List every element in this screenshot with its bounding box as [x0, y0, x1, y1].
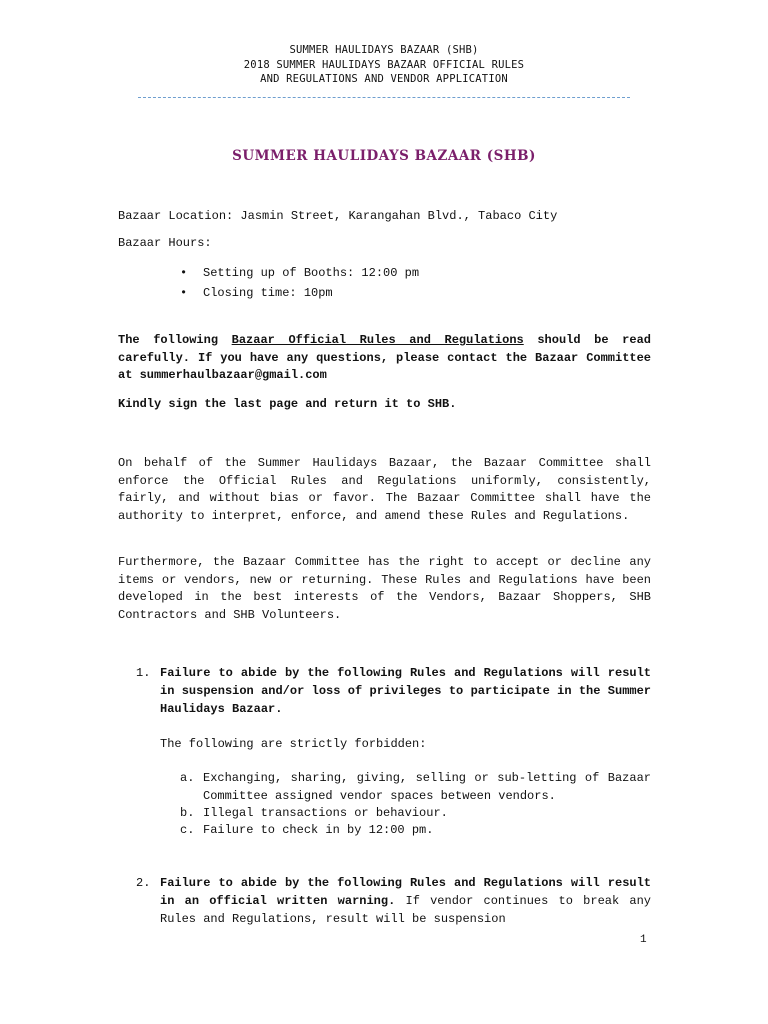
rule-2-text	[160, 875, 651, 928]
paragraph-rights: Furthermore, the Bazaar Committee has the right to accept or decline any items or vendors, new or returning. These Rules and Regulations have been developed in the best interests of the Vendors, Bazaar Shoppers, SHB Contractors and SHB Volunteers.	[118, 555, 651, 622]
page-number: 1	[640, 934, 647, 946]
hours-item-closing	[184, 285, 333, 302]
forbidden-item-c-label: c.	[180, 823, 195, 837]
forbidden-item-b-text: Illegal transactions or behaviour.	[203, 806, 448, 820]
hours-item-setup-text: Setting up of Booths: 12:00 pm	[203, 266, 420, 280]
notice-pre: The following	[118, 333, 232, 347]
rule-1-text: Failure to abide by the following Rules and Regulations will result in suspension and/or loss of privileges to participate in the Summer Haulidays Bazaar.	[160, 666, 651, 716]
rule-1-number: 1.	[136, 666, 151, 680]
forbidden-item-c-text: Failure to check in by 12:00 pm.	[203, 823, 434, 837]
document-title: SUMMER HAULIDAYS BAZAAR (SHB)	[232, 148, 536, 164]
rule-2-bold: Failure to abide by the following Rules and Regulations will result in an official written warning.	[160, 876, 651, 908]
header-line-1: SUMMER HAULIDAYS BAZAAR (SHB)	[289, 44, 479, 56]
notice-post: should be read carefully. If you have any questions, please contact the Bazaar Committee at summerhaulbazaar@gmail.com	[118, 333, 651, 383]
header-line-3: AND REGULATIONS AND VENDOR APPLICATION	[260, 73, 508, 85]
paragraph-enforcement: On behalf of the Summer Haulidays Bazaar, the Bazaar Committee shall enforce the Official Rules and Regulations uniformly, consistently, fairly, and without bias or favor. The Bazaar Committee shall have the authority to interpret, enforce, and amend these Rules and Regulations.	[118, 456, 651, 523]
forbidden-item-b	[180, 805, 651, 823]
forbidden-item-c	[180, 822, 651, 840]
rule-2-number: 2.	[136, 876, 151, 890]
forbidden-item-a-label: a.	[180, 771, 195, 785]
rule-1	[128, 665, 651, 718]
bazaar-hours-label: Bazaar Hours:	[118, 236, 212, 250]
hours-item-setup	[184, 265, 419, 282]
forbidden-item-a-text: Exchanging, sharing, giving, selling or sub-letting of Bazaar Committee assigned vendor spaces between vendors.	[203, 771, 651, 803]
forbidden-item-b-label: b.	[180, 806, 195, 820]
header-divider	[138, 97, 630, 98]
hours-item-closing-text: Closing time: 10pm	[203, 286, 333, 300]
rules-notice	[118, 332, 651, 385]
rule-2-rest: If vendor continues to break any Rules and Regulations, result will be suspension	[160, 893, 651, 926]
bazaar-location: Bazaar Location: Jasmin Street, Karangahan Blvd., Tabaco City	[118, 209, 558, 223]
sign-note: Kindly sign the last page and return it to SHB.	[118, 397, 457, 411]
header-line-2: 2018 SUMMER HAULIDAYS BAZAAR OFFICIAL RULES	[243, 59, 525, 71]
rule-2	[128, 875, 651, 928]
rules-link-text: Bazaar Official Rules and Regulations	[231, 333, 524, 347]
forbidden-intro: The following are strictly forbidden:	[160, 737, 427, 751]
forbidden-item-a	[180, 770, 651, 805]
